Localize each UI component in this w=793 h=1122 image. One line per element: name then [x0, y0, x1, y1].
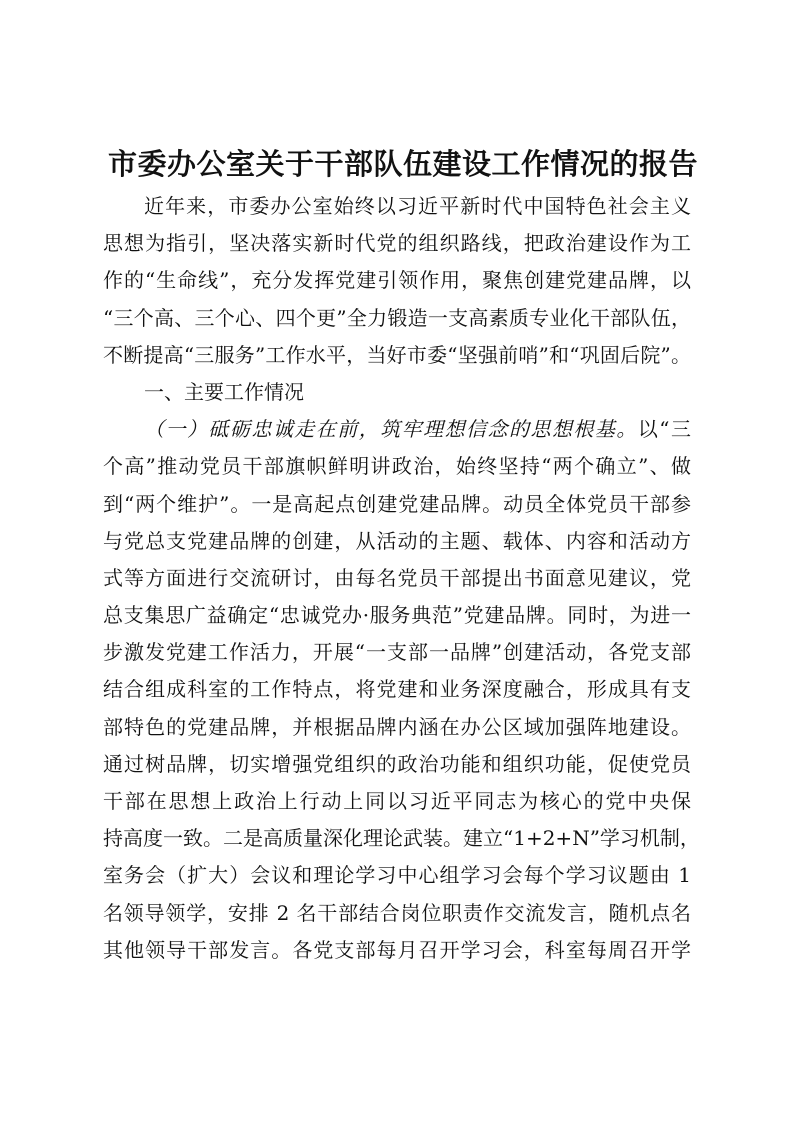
subsection-first-line: [103, 411, 691, 448]
body-line: 室务会（扩大）会议和理论学习中心组学习会每个学习议题由 1: [103, 863, 691, 888]
intro-line: 作的“生命线”，充分发挥党建引领作用，聚焦创建党建品牌，以: [103, 268, 691, 293]
subsection-title: （一）砥砺忠诚走在前，筑牢理想信念的思想根基。: [144, 417, 638, 442]
intro-line: 不断提高“三服务”工作水平，当好市委“坚强前哨”和“巩固后院”。: [103, 342, 691, 367]
subsection-title-tail: 以“三: [637, 417, 691, 442]
body-line: 个高”推动党员干部旗帜鲜明讲政治，始终坚持“两个确立”、做: [103, 454, 691, 479]
document-body: [103, 188, 700, 969]
body-line: 式等方面进行交流研讨，由每名党员干部提出书面意见建议，党: [103, 565, 691, 590]
body-line: 结合组成科室的工作特点，将党建和业务深度融合，形成具有支: [103, 677, 691, 702]
document-title: 市委办公室关于干部队伍建设工作情况的报告: [107, 147, 698, 181]
body-line: 名领导领学，安排 2 名干部结合岗位职责作交流发言，随机点名: [103, 900, 691, 925]
body-line: 干部在思想上政治上行动上同以习近平同志为核心的党中央保: [103, 789, 691, 813]
body-line: 总支集思广益确定“忠诚党办·服务典范”党建品牌。同时，为进一: [103, 603, 691, 628]
body-line: 与党总支党建品牌的创建，从活动的主题、载体、内容和活动方: [103, 528, 691, 553]
intro-line: 近年来，市委办公室始终以习近平新时代中国特色社会主义: [144, 194, 691, 218]
section-heading: 一、主要工作情况: [144, 379, 304, 404]
body-line: 部特色的党建品牌，并根据品牌内涵在办公区域加强阵地建设。: [103, 714, 691, 739]
body-line: 持高度一致。二是高质量深化理论武装。建立“1+2+N”学习机制，: [103, 826, 700, 851]
intro-line: “三个高、三个心、四个更”全力锻造一支高素质专业化干部队伍，: [103, 305, 691, 330]
body-line: 到“两个维护”。一是高起点创建党建品牌。动员全体党员干部参: [103, 491, 691, 516]
body-line: 步激发党建工作活力，开展“一支部一品牌”创建活动，各党支部: [103, 640, 691, 665]
intro-line: 思想为指引，坚决落实新时代党的组织路线，把政治建设作为工: [103, 231, 691, 256]
body-line: 其他领导干部发言。各党支部每月召开学习会，科室每周召开学: [103, 937, 691, 962]
body-line: 通过树品牌，切实增强党组织的政治功能和组织功能，促使党员: [103, 751, 691, 776]
